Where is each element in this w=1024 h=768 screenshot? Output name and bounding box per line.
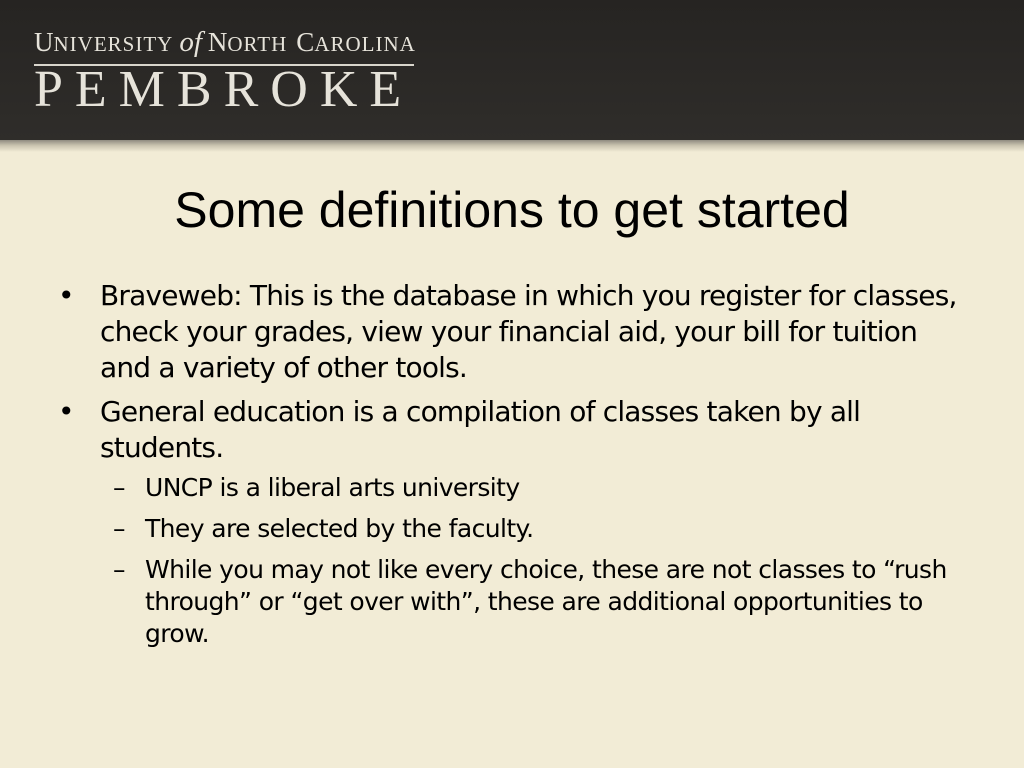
sub-bullet-item bbox=[58, 513, 958, 545]
sub-bullet-item bbox=[58, 472, 958, 504]
bullet-item bbox=[58, 394, 958, 466]
dash-icon: – bbox=[113, 514, 125, 543]
slide-content bbox=[58, 278, 958, 659]
sub-bullet-item bbox=[58, 554, 958, 650]
sub-bullet-text: UNCP is a liberal arts university bbox=[145, 473, 520, 502]
sub-bullet-text: While you may not like every choice, these are not classes to “rush through” or “get over with”, these are additional opportunities to grow. bbox=[145, 555, 947, 648]
header-shadow bbox=[0, 140, 1024, 152]
sub-bullet-text: They are selected by the faculty. bbox=[145, 514, 534, 543]
dash-icon: – bbox=[113, 555, 125, 584]
bullet-text: General education is a compilation of classes taken by all students. bbox=[100, 395, 861, 464]
header-bar bbox=[0, 0, 1024, 140]
bullet-text: Braveweb: This is the database in which you register for classes, check your grades, view your financial aid, your bill for tuition and a variety of other tools. bbox=[100, 279, 957, 384]
university-logo-line2: PEMBROKE bbox=[34, 61, 414, 118]
bullet-icon: • bbox=[58, 279, 74, 312]
bullet-icon: • bbox=[58, 395, 74, 428]
bullet-item bbox=[58, 278, 958, 386]
university-logo-line1: U NIVERSITY of N ORTH C AROLINA bbox=[34, 26, 416, 58]
slide-title: Some definitions to get started bbox=[174, 182, 850, 238]
dash-icon: – bbox=[113, 473, 125, 502]
